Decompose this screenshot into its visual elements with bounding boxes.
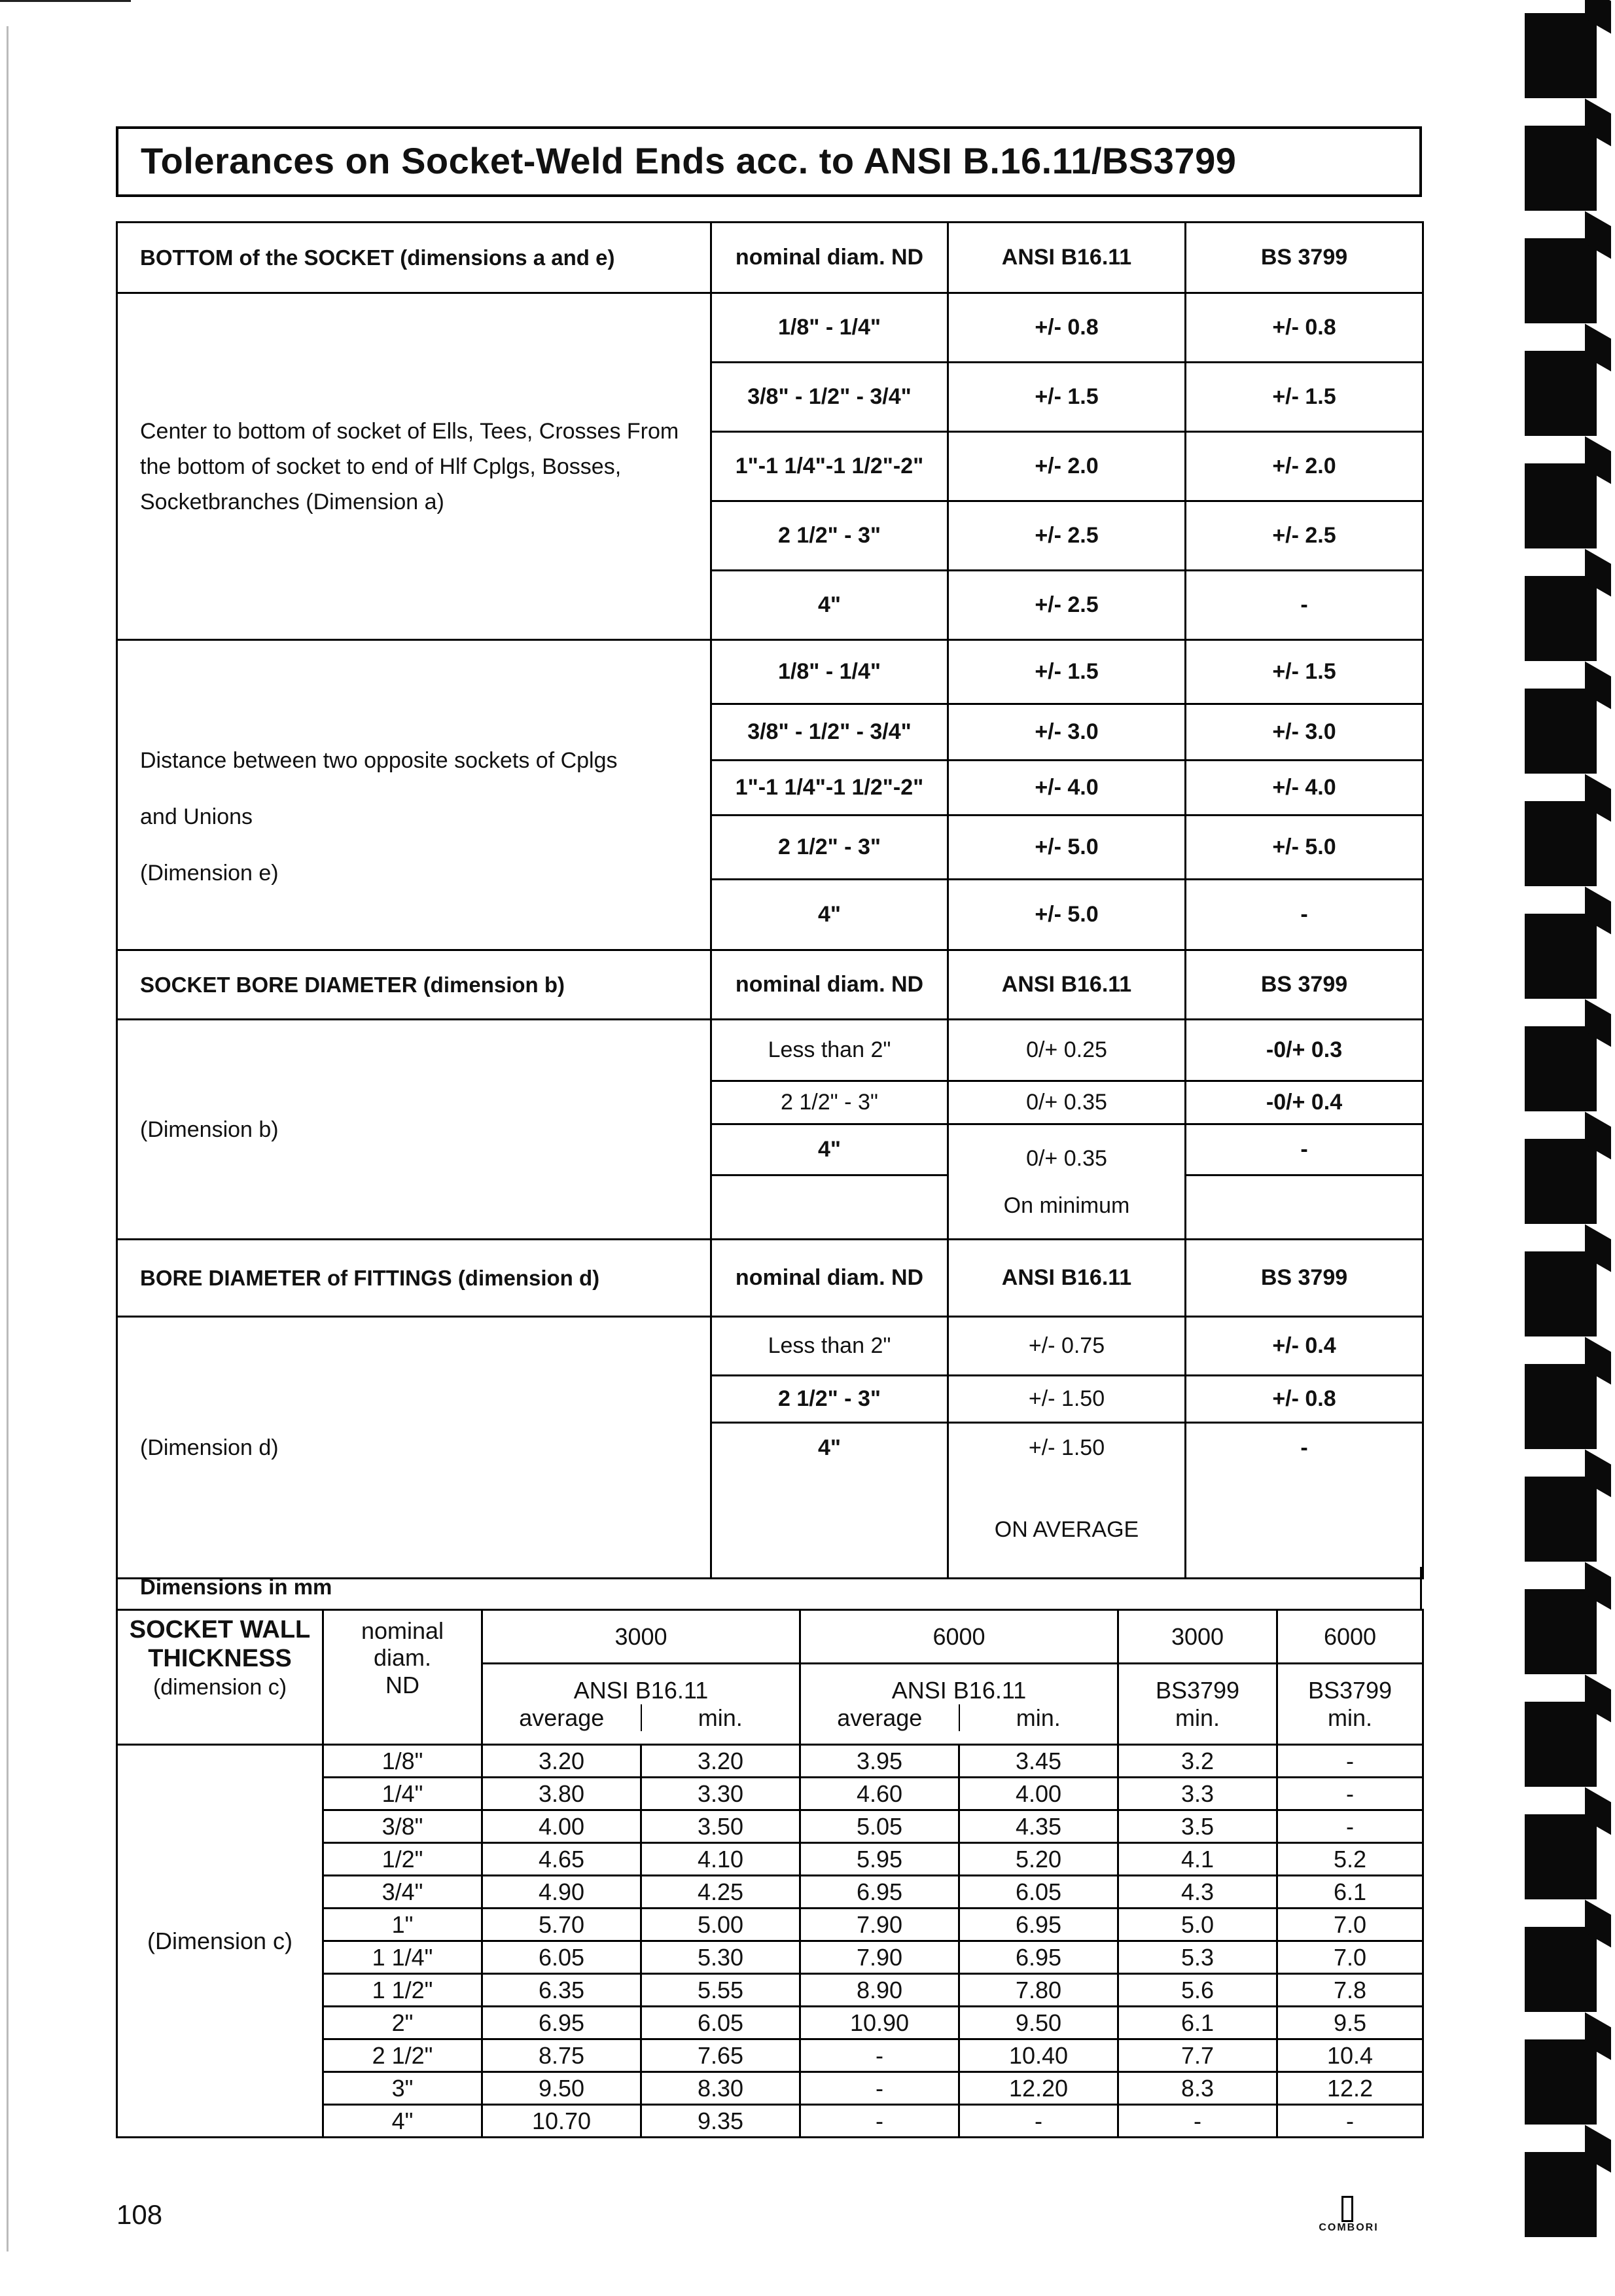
value-cell: 5.30	[641, 1941, 800, 1974]
nd-cell: 2 1/2"	[323, 2039, 482, 2072]
value-cell: 4.65	[482, 1843, 641, 1876]
index-tab	[1525, 1139, 1597, 1224]
table-row	[117, 1020, 1423, 1081]
value-cell: 6.05	[482, 1941, 641, 1974]
nd-cell: 1/8" - 1/4"	[711, 640, 948, 704]
col-header-ansi: ANSI B16.11	[948, 223, 1186, 293]
bs-cell: +/- 3.0	[1186, 704, 1423, 761]
nd-cell: 1"-1 1/4"-1 1/2"-2"	[711, 432, 948, 501]
nd-cell: 4"	[711, 571, 948, 640]
on-average-note: ON AVERAGE	[994, 1517, 1139, 1542]
value-cell: 8.75	[482, 2039, 641, 2072]
min-label: min.	[1016, 1704, 1061, 1731]
bore-fittings-header: BORE DIAMETER of FITTINGS (dimension d)	[117, 1240, 711, 1317]
bs-cell: +/- 4.0	[1186, 761, 1423, 816]
bs-cell: -	[1186, 1124, 1423, 1175]
value-cell: 10.70	[482, 2105, 641, 2138]
class-6000-bs-header: 6000	[1277, 1610, 1423, 1664]
socket-wall-title-line3: (dimension c)	[152, 1675, 287, 1700]
nd-cell: 3/8" - 1/2" - 3/4"	[711, 704, 948, 761]
min-label: min.	[1327, 1704, 1372, 1731]
wall-header-row-1	[117, 1610, 1423, 1664]
dimension-a-description: Center to bottom of socket of Ells, Tees, Crosses From the bottom of socket to end of Hlf Cplgs, Bosses, Socketbranches (Dimension a)	[117, 293, 711, 640]
ansi-cell: +/- 0.8	[948, 293, 1186, 363]
empty-cell	[1186, 1175, 1423, 1240]
value-cell: 8.30	[641, 2072, 800, 2105]
nd-cell: 4"	[711, 880, 948, 950]
col-header-bs: BS 3799	[1186, 223, 1423, 293]
nd-cell: 1"	[323, 1909, 482, 1941]
bs-cell: +/- 5.0	[1186, 816, 1423, 880]
index-tab	[1525, 238, 1597, 323]
bs-cell: +/- 0.8	[1186, 1376, 1423, 1423]
value-cell: 6.95	[482, 2007, 641, 2039]
value-cell: 3.3	[1118, 1778, 1277, 1810]
nd-cell: 2 1/2" - 3"	[711, 1376, 948, 1423]
value-cell: 5.05	[800, 1810, 959, 1843]
nd-cell: 1/8"	[323, 1745, 482, 1778]
top-rule	[0, 0, 131, 2]
value-cell: 5.55	[641, 1974, 800, 2007]
index-tab	[1525, 351, 1597, 436]
value-cell: 5.70	[482, 1909, 641, 1941]
bs-cell: +/- 0.4	[1186, 1317, 1423, 1376]
nd-cell: 4"	[711, 1423, 948, 1579]
col-header-nd: nominal diam. ND	[711, 1240, 948, 1317]
value-cell: -	[1277, 1810, 1423, 1843]
index-tab	[1525, 1927, 1597, 2012]
value-cell: 4.10	[641, 1843, 800, 1876]
socket-bore-header: SOCKET BORE DIAMETER (dimension b)	[117, 950, 711, 1020]
nd-label-3: ND	[385, 1671, 419, 1698]
col-header-ansi: ANSI B16.11	[948, 1240, 1186, 1317]
ansi-cell: +/- 5.0	[948, 880, 1186, 950]
ansi-3000-subheader	[482, 1664, 800, 1745]
bottom-header-row	[117, 223, 1423, 293]
bs-cell: -0/+ 0.4	[1186, 1081, 1423, 1124]
nd-label-2: diam.	[373, 1644, 432, 1672]
on-minimum-note: On minimum	[1003, 1193, 1130, 1218]
value-cell: 6.35	[482, 1974, 641, 2007]
bs-cell: -	[1186, 571, 1423, 640]
value-cell: 3.20	[641, 1745, 800, 1778]
value-cell: 3.45	[959, 1745, 1118, 1778]
value-cell: 3.5	[1118, 1810, 1277, 1843]
ansi-cell: +/- 5.0	[948, 816, 1186, 880]
class-3000-ansi-header: 3000	[482, 1610, 800, 1664]
index-tab	[1525, 801, 1597, 886]
ansi-cell: +/- 2.0	[948, 432, 1186, 501]
value-cell: 4.00	[482, 1810, 641, 1843]
min-label: min.	[698, 1704, 743, 1731]
value-cell: 7.65	[641, 2039, 800, 2072]
dimensions-note-row	[116, 1567, 1422, 1609]
value-cell: -	[800, 2072, 959, 2105]
value-cell: -	[1277, 1778, 1423, 1810]
class-6000-ansi-header: 6000	[800, 1610, 1118, 1664]
average-label: average	[801, 1704, 960, 1731]
nd-cell: 2 1/2" - 3"	[711, 1081, 948, 1124]
nominal-diam-header	[323, 1610, 482, 1745]
value-cell: 5.95	[800, 1843, 959, 1876]
socket-bore-header-row	[117, 950, 1423, 1020]
ansi-cell	[948, 1423, 1186, 1579]
nd-cell: Less than 2"	[711, 1020, 948, 1081]
table-row	[117, 1745, 1423, 1778]
empty-cell	[711, 1175, 948, 1240]
index-tab	[1525, 914, 1597, 999]
page-title: Tolerances on Socket-Weld Ends acc. to ANSI B.16.11/BS3799	[141, 140, 1237, 181]
dimension-d-description: (Dimension d)	[117, 1317, 711, 1579]
value-cell: 8.90	[800, 1974, 959, 2007]
bs-cell: -	[1186, 880, 1423, 950]
dimension-e-description	[117, 640, 711, 950]
dimension-e-line3: (Dimension e)	[140, 861, 279, 886]
value-cell: 3.30	[641, 1778, 800, 1810]
dimension-e-line1: Distance between two opposite sockets of Cplgs	[140, 748, 618, 773]
value-cell: 6.95	[959, 1941, 1118, 1974]
dimension-c-description: (Dimension c)	[117, 1745, 323, 2138]
bottom-section-header: BOTTOM of the SOCKET (dimensions a and e)	[117, 223, 711, 293]
index-tab	[1525, 1477, 1597, 1562]
bs-cell: +/- 0.8	[1186, 293, 1423, 363]
value-cell: 7.7	[1118, 2039, 1277, 2072]
value-cell: 3.50	[641, 1810, 800, 1843]
bs-6000-subheader	[1277, 1664, 1423, 1745]
index-tab	[1525, 126, 1597, 211]
value-cell: 3.20	[482, 1745, 641, 1778]
value-cell: 6.05	[641, 2007, 800, 2039]
nd-cell: 2 1/2" - 3"	[711, 501, 948, 571]
socket-wall-table	[116, 1609, 1424, 2138]
value-cell: 3.2	[1118, 1745, 1277, 1778]
std-label: BS3799	[1307, 1677, 1393, 1704]
value-cell: 3.80	[482, 1778, 641, 1810]
nd-cell: 2"	[323, 2007, 482, 2039]
value-cell: 12.20	[959, 2072, 1118, 2105]
value-cell: 6.95	[800, 1876, 959, 1909]
dimension-b-description: (Dimension b)	[117, 1020, 711, 1240]
bs-cell: +/- 1.5	[1186, 640, 1423, 704]
binding-edge	[7, 26, 9, 2251]
value-cell: 8.3	[1118, 2072, 1277, 2105]
ansi-cell	[948, 1124, 1186, 1240]
nd-cell: 1"-1 1/4"-1 1/2"-2"	[711, 761, 948, 816]
value-cell: 3.95	[800, 1745, 959, 1778]
dimension-e-line2: and Unions	[140, 804, 253, 829]
socket-wall-title-line1: SOCKET WALL	[129, 1616, 311, 1643]
nd-label-1: nominal	[361, 1617, 444, 1644]
nd-cell: 3/8"	[323, 1810, 482, 1843]
index-tab	[1525, 463, 1597, 548]
index-tab	[1525, 1702, 1597, 1787]
nd-cell: 3/8" - 1/2" - 3/4"	[711, 363, 948, 432]
std-label: ANSI B16.11	[891, 1677, 1027, 1704]
socket-wall-title	[117, 1610, 323, 1745]
value-cell: 6.95	[959, 1909, 1118, 1941]
col-header-bs: BS 3799	[1186, 950, 1423, 1020]
value-cell: 5.0	[1118, 1909, 1277, 1941]
ansi-cell: +/- 1.5	[948, 363, 1186, 432]
bs-cell: +/- 1.5	[1186, 363, 1423, 432]
value-cell: -	[800, 2105, 959, 2138]
nd-cell: 1/2"	[323, 1843, 482, 1876]
value-cell: 7.80	[959, 1974, 1118, 2007]
value-cell: 7.90	[800, 1941, 959, 1974]
value-cell: 4.25	[641, 1876, 800, 1909]
index-tab	[1525, 1814, 1597, 1899]
index-tab	[1525, 576, 1597, 661]
value-cell: 5.20	[959, 1843, 1118, 1876]
tolerance-table	[116, 221, 1424, 1579]
value-cell: 4.3	[1118, 1876, 1277, 1909]
table-row	[117, 1317, 1423, 1376]
ansi-cell: +/- 3.0	[948, 704, 1186, 761]
value-cell: 5.6	[1118, 1974, 1277, 2007]
std-label: BS3799	[1155, 1677, 1240, 1704]
value-cell: 6.1	[1277, 1876, 1423, 1909]
value-cell: -	[1118, 2105, 1277, 2138]
nd-cell: 1 1/4"	[323, 1941, 482, 1974]
logo-text: COMBORI	[1319, 2222, 1379, 2233]
index-tab	[1525, 13, 1597, 98]
value-cell: 10.40	[959, 2039, 1118, 2072]
ansi-value: 0/+ 0.35	[1026, 1145, 1107, 1171]
title-box	[116, 126, 1422, 197]
wall-data-body	[117, 1745, 1423, 2138]
value-cell: 4.60	[800, 1778, 959, 1810]
bore-fittings-header-row	[117, 1240, 1423, 1317]
table-row	[117, 640, 1423, 704]
nd-cell: 1/8" - 1/4"	[711, 293, 948, 363]
value-cell: -	[1277, 1745, 1423, 1778]
col-header-nd: nominal diam. ND	[711, 950, 948, 1020]
value-cell: 6.1	[1118, 2007, 1277, 2039]
ansi-cell: 0/+ 0.25	[948, 1020, 1186, 1081]
nd-cell: 1/4"	[323, 1778, 482, 1810]
nd-cell: 4"	[711, 1124, 948, 1175]
index-tab	[1525, 2039, 1597, 2125]
class-3000-bs-header: 3000	[1118, 1610, 1277, 1664]
nd-cell: 3/4"	[323, 1876, 482, 1909]
value-cell: -	[800, 2039, 959, 2072]
table-row	[117, 293, 1423, 363]
value-cell: 10.4	[1277, 2039, 1423, 2072]
value-cell: 4.90	[482, 1876, 641, 1909]
bs-cell: -	[1186, 1423, 1423, 1579]
ansi-cell: +/- 4.0	[948, 761, 1186, 816]
value-cell: 10.90	[800, 2007, 959, 2039]
value-cell: 7.8	[1277, 1974, 1423, 2007]
index-tab	[1525, 1026, 1597, 1111]
logo-mark-icon	[1341, 2196, 1353, 2222]
value-cell: 4.35	[959, 1810, 1118, 1843]
value-cell: 9.50	[959, 2007, 1118, 2039]
col-header-bs: BS 3799	[1186, 1240, 1423, 1317]
value-cell: 9.50	[482, 2072, 641, 2105]
thumb-index-tabs	[1525, 0, 1615, 2296]
ansi-value: +/- 1.50	[1028, 1435, 1105, 1460]
socket-wall-title-line2: THICKNESS	[148, 1644, 292, 1672]
index-tab	[1525, 2152, 1597, 2237]
nd-cell: 3"	[323, 2072, 482, 2105]
dimensions-note: Dimensions in mm	[140, 1575, 332, 1599]
value-cell: 5.00	[641, 1909, 800, 1941]
ansi-cell: +/- 0.75	[948, 1317, 1186, 1376]
col-header-ansi: ANSI B16.11	[948, 950, 1186, 1020]
value-cell: 6.05	[959, 1876, 1118, 1909]
bs-cell: +/- 2.5	[1186, 501, 1423, 571]
nd-cell: 4"	[323, 2105, 482, 2138]
value-cell: 5.3	[1118, 1941, 1277, 1974]
value-cell: 4.00	[959, 1778, 1118, 1810]
nd-cell: 2 1/2" - 3"	[711, 816, 948, 880]
index-tab	[1525, 1589, 1597, 1674]
ansi-cell: 0/+ 0.35	[948, 1081, 1186, 1124]
bs-3000-subheader	[1118, 1664, 1277, 1745]
std-label: ANSI B16.11	[573, 1677, 709, 1704]
value-cell: 9.5	[1277, 2007, 1423, 2039]
ansi-cell: +/- 2.5	[948, 501, 1186, 571]
average-label: average	[483, 1704, 642, 1731]
ansi-6000-subheader	[800, 1664, 1118, 1745]
ansi-cell: +/- 2.5	[948, 571, 1186, 640]
page-number: 108	[116, 2199, 163, 2230]
value-cell: 12.2	[1277, 2072, 1423, 2105]
ansi-cell: +/- 1.50	[948, 1376, 1186, 1423]
col-header-nd: nominal diam. ND	[711, 223, 948, 293]
value-cell: -	[959, 2105, 1118, 2138]
nd-cell: Less than 2"	[711, 1317, 948, 1376]
value-cell: 7.0	[1277, 1909, 1423, 1941]
publisher-logo	[1306, 2196, 1391, 2235]
value-cell: 7.0	[1277, 1941, 1423, 1974]
bs-cell: -0/+ 0.3	[1186, 1020, 1423, 1081]
index-tab	[1525, 1251, 1597, 1336]
index-tab	[1525, 689, 1597, 774]
index-tab	[1525, 1364, 1597, 1449]
nd-cell: 1 1/2"	[323, 1974, 482, 2007]
min-label: min.	[1175, 1704, 1220, 1731]
value-cell: 9.35	[641, 2105, 800, 2138]
value-cell: 4.1	[1118, 1843, 1277, 1876]
ansi-cell: +/- 1.5	[948, 640, 1186, 704]
value-cell: -	[1277, 2105, 1423, 2138]
bs-cell: +/- 2.0	[1186, 432, 1423, 501]
value-cell: 5.2	[1277, 1843, 1423, 1876]
value-cell: 7.90	[800, 1909, 959, 1941]
